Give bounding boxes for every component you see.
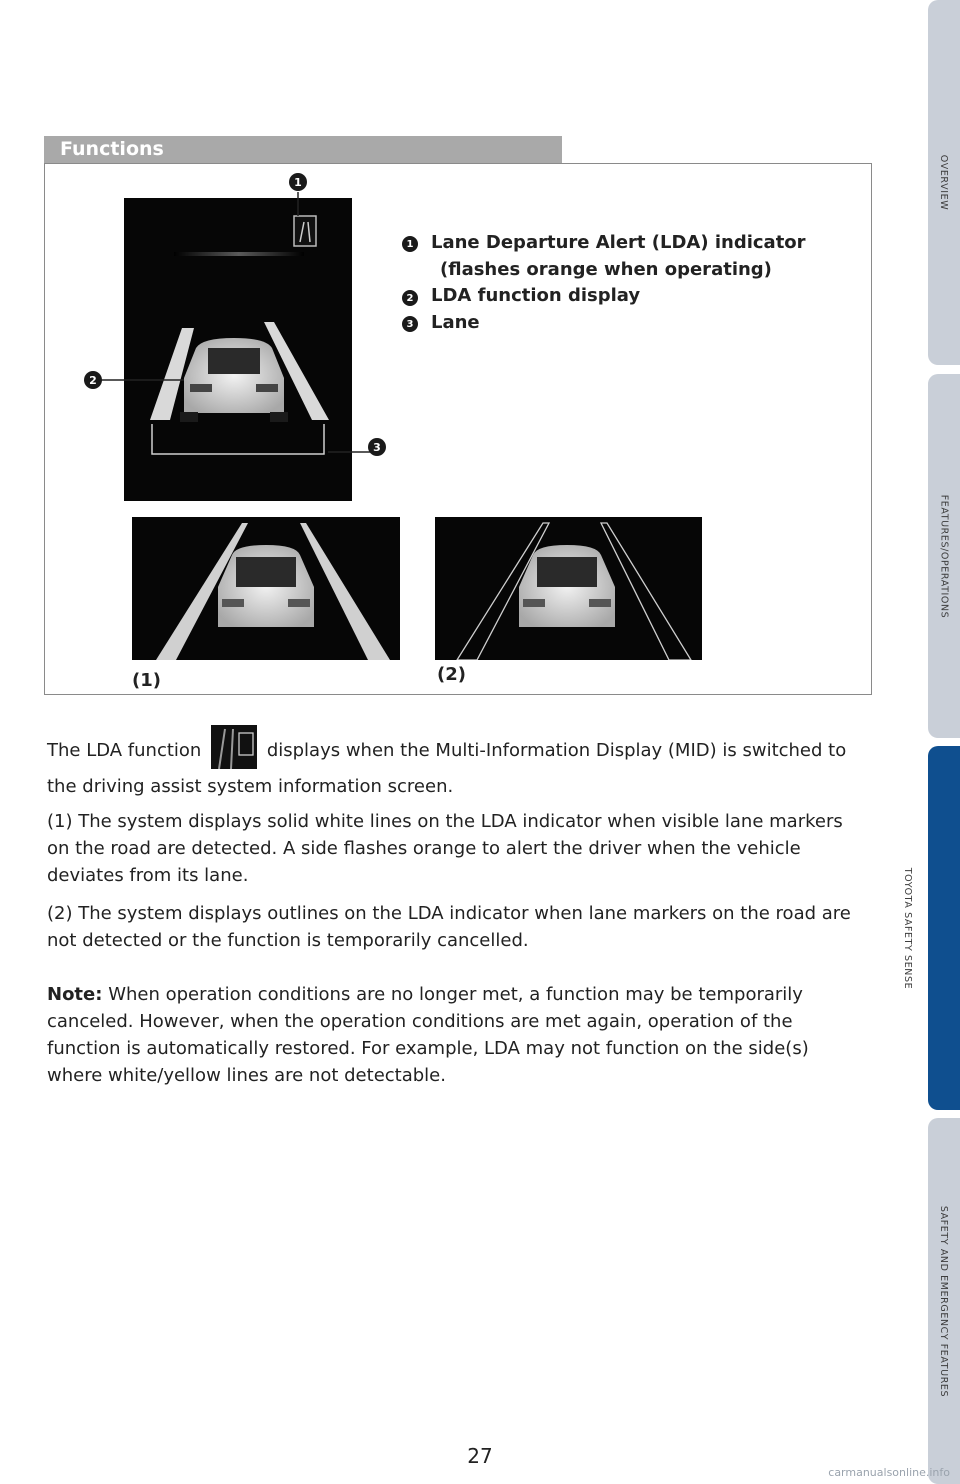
tab-tss-label: TOYOTA SAFETY SENSE [902, 867, 914, 989]
legend-bullet-1: 1 [402, 236, 418, 252]
legend-item-1-sub: (flashes orange when operating) [440, 259, 772, 280]
legend-bullet-3: 3 [402, 316, 418, 332]
callout-3: 3 [368, 438, 386, 456]
callout-1: 1 [289, 173, 307, 191]
tab-overview[interactable] [928, 0, 960, 365]
legend-item-1: Lane Departure Alert (LDA) indicator [431, 232, 806, 253]
tab-safety-label: SAFETY AND EMERGENCY FEATURES [938, 1205, 950, 1397]
example-outline-lines-image [435, 517, 702, 660]
callout-2: 2 [84, 371, 102, 389]
example-solid-lines-image [132, 517, 400, 660]
section-title: Functions [60, 138, 164, 160]
tab-features-operations[interactable] [928, 374, 960, 738]
caption-2: (2) [437, 664, 466, 685]
tab-toyota-safety-sense[interactable] [902, 746, 960, 1110]
paragraph-1-start: The LDA function [47, 740, 202, 761]
page-number: 27 [467, 1444, 493, 1468]
note-paragraph [47, 981, 867, 1089]
legend-item-2: LDA function display [431, 285, 641, 306]
watermark: carmanualsonline.info [828, 1466, 950, 1479]
section-header [44, 136, 562, 163]
tab-safety-emergency[interactable] [928, 1118, 960, 1484]
paragraph-outlines: (2) The system displays outlines on the LDA indicator when lane markers on the road are not detected or the function is temporarily cancelled. [47, 903, 851, 951]
callout-leaders [80, 170, 400, 470]
paragraph-solid-lines: (1) The system displays solid white lines on the LDA indicator when visible lane markers on the road are detected. A side flashes orange to alert the driver when the vehicle deviates from its lane. [47, 811, 843, 886]
legend-bullet-2: 2 [402, 290, 418, 306]
paragraph-lda-function [47, 729, 867, 800]
paragraph-1-end: displays when the Multi-Information Display (MID) is switched to the driving assist system information screen. [47, 740, 847, 797]
tab-features-label: FEATURES/OPERATIONS [938, 494, 950, 618]
caption-1: (1) [132, 670, 161, 691]
lda-inline-icon [211, 725, 257, 769]
legend-item-3: Lane [431, 312, 480, 333]
note-text: When operation conditions are no longer met, a function may be temporarily canceled. However, when the operation conditions are met again, operation of the function is automatically restored. For example, LDA may not function on the side(s) where white/yellow lines are not detectable. [47, 984, 809, 1086]
tab-overview-label: OVERVIEW [938, 154, 950, 211]
note-label: Note: [47, 984, 103, 1005]
